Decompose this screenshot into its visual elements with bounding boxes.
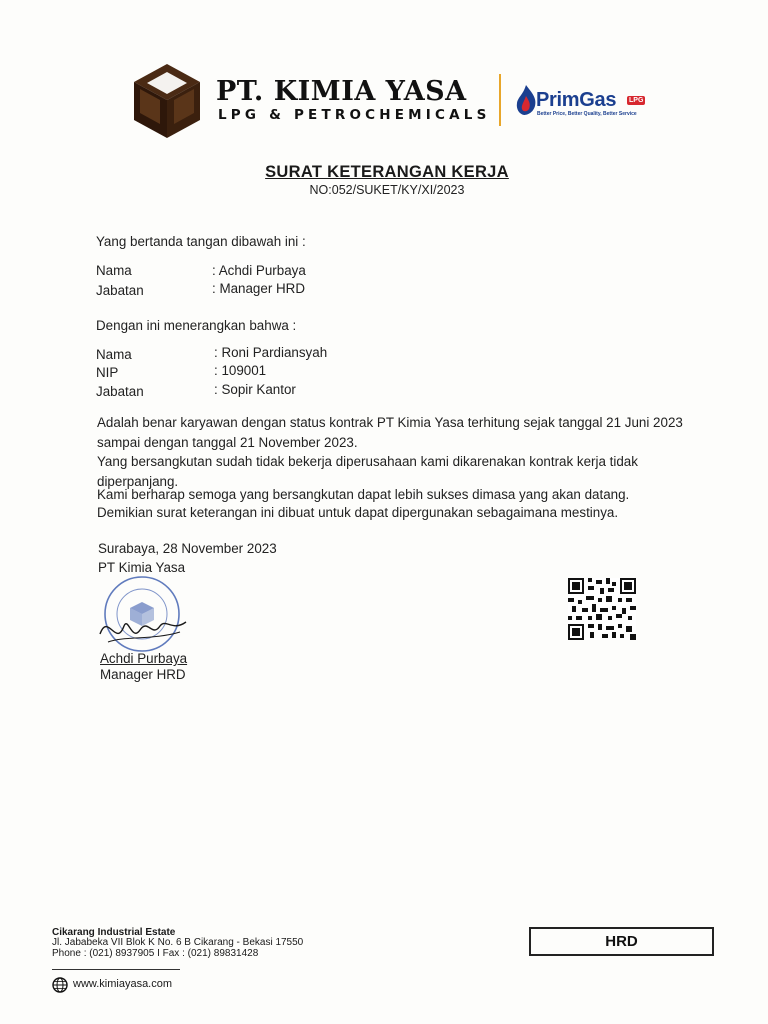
flame-icon — [514, 84, 538, 116]
brand-logo-name: PrimGas — [536, 89, 617, 111]
employee-nip-value: : 109001 — [214, 363, 267, 378]
globe-icon — [52, 977, 68, 993]
signatory-intro: Yang bertanda tangan dibawah ini : — [96, 234, 306, 249]
department-box: HRD — [529, 927, 714, 956]
footer-phone: Phone : (021) 8937905 I Fax : (021) 89831428 — [52, 948, 259, 959]
company-cube-logo-icon — [132, 62, 202, 140]
signatory-name-label: Nama — [96, 263, 132, 278]
body-paragraph-4: Demikian surat keterangan ini dibuat untuk dapat dipergunakan sebagaimana mestinya. — [97, 505, 619, 520]
company-stamp-signature — [94, 572, 194, 662]
employee-nip-label: NIP — [96, 365, 119, 380]
employee-intro: Dengan ini menerangkan bahwa : — [96, 318, 297, 333]
signer-name: Achdi Purbaya — [100, 651, 188, 666]
signatory-name-value: : Achdi Purbaya — [212, 263, 306, 278]
employee-position-label: Jabatan — [96, 384, 144, 399]
brand-logo-tagline: Better Price, Better Quality, Better Service — [537, 111, 637, 117]
company-tagline: LPG & PETROCHEMICALS — [218, 107, 491, 123]
header-divider — [499, 74, 501, 126]
footer-estate: Cikarang Industrial Estate — [52, 927, 176, 938]
qr-code-icon — [568, 578, 636, 640]
footer-website: www.kimiayasa.com — [73, 978, 173, 990]
closing-company: PT Kimia Yasa — [98, 560, 186, 575]
employee-name-label: Nama — [96, 347, 132, 362]
employee-position-value: : Sopir Kantor — [214, 382, 296, 397]
footer-divider — [52, 969, 180, 970]
signatory-position-label: Jabatan — [96, 283, 144, 298]
signer-title: Manager HRD — [100, 667, 186, 682]
employee-name-value: : Roni Pardiansyah — [214, 345, 328, 360]
body-paragraph-2: Yang bersangkutan sudah tidak bekerja diperusahaan kami dikarenakan kontrak kerja tidak diperpanjang. — [97, 454, 638, 489]
signatory-position-value: : Manager HRD — [212, 281, 306, 296]
brand-logo-badge: LPG — [629, 97, 644, 104]
body-paragraph-1: Adalah benar karyawan dengan status kontrak PT Kimia Yasa terhitung sejak tanggal 21 Juni 2023 sampai dengan tanggal 21 November 2023. — [97, 415, 683, 450]
place-date: Surabaya, 28 November 2023 — [98, 541, 277, 556]
company-name: PT. KIMIA YASA — [216, 76, 467, 107]
body-paragraph-3: Kami berharap semoga yang bersangkutan dapat lebih sukses dimasa yang akan datang. — [97, 487, 630, 502]
footer-address: Jl. Jababeka VII Blok K No. 6 B Cikarang - Bekasi 17550 — [52, 937, 304, 948]
document-title: SURAT KETERANGAN KERJA — [265, 163, 509, 181]
document-number: NO:052/SUKET/KY/XI/2023 — [309, 183, 465, 197]
